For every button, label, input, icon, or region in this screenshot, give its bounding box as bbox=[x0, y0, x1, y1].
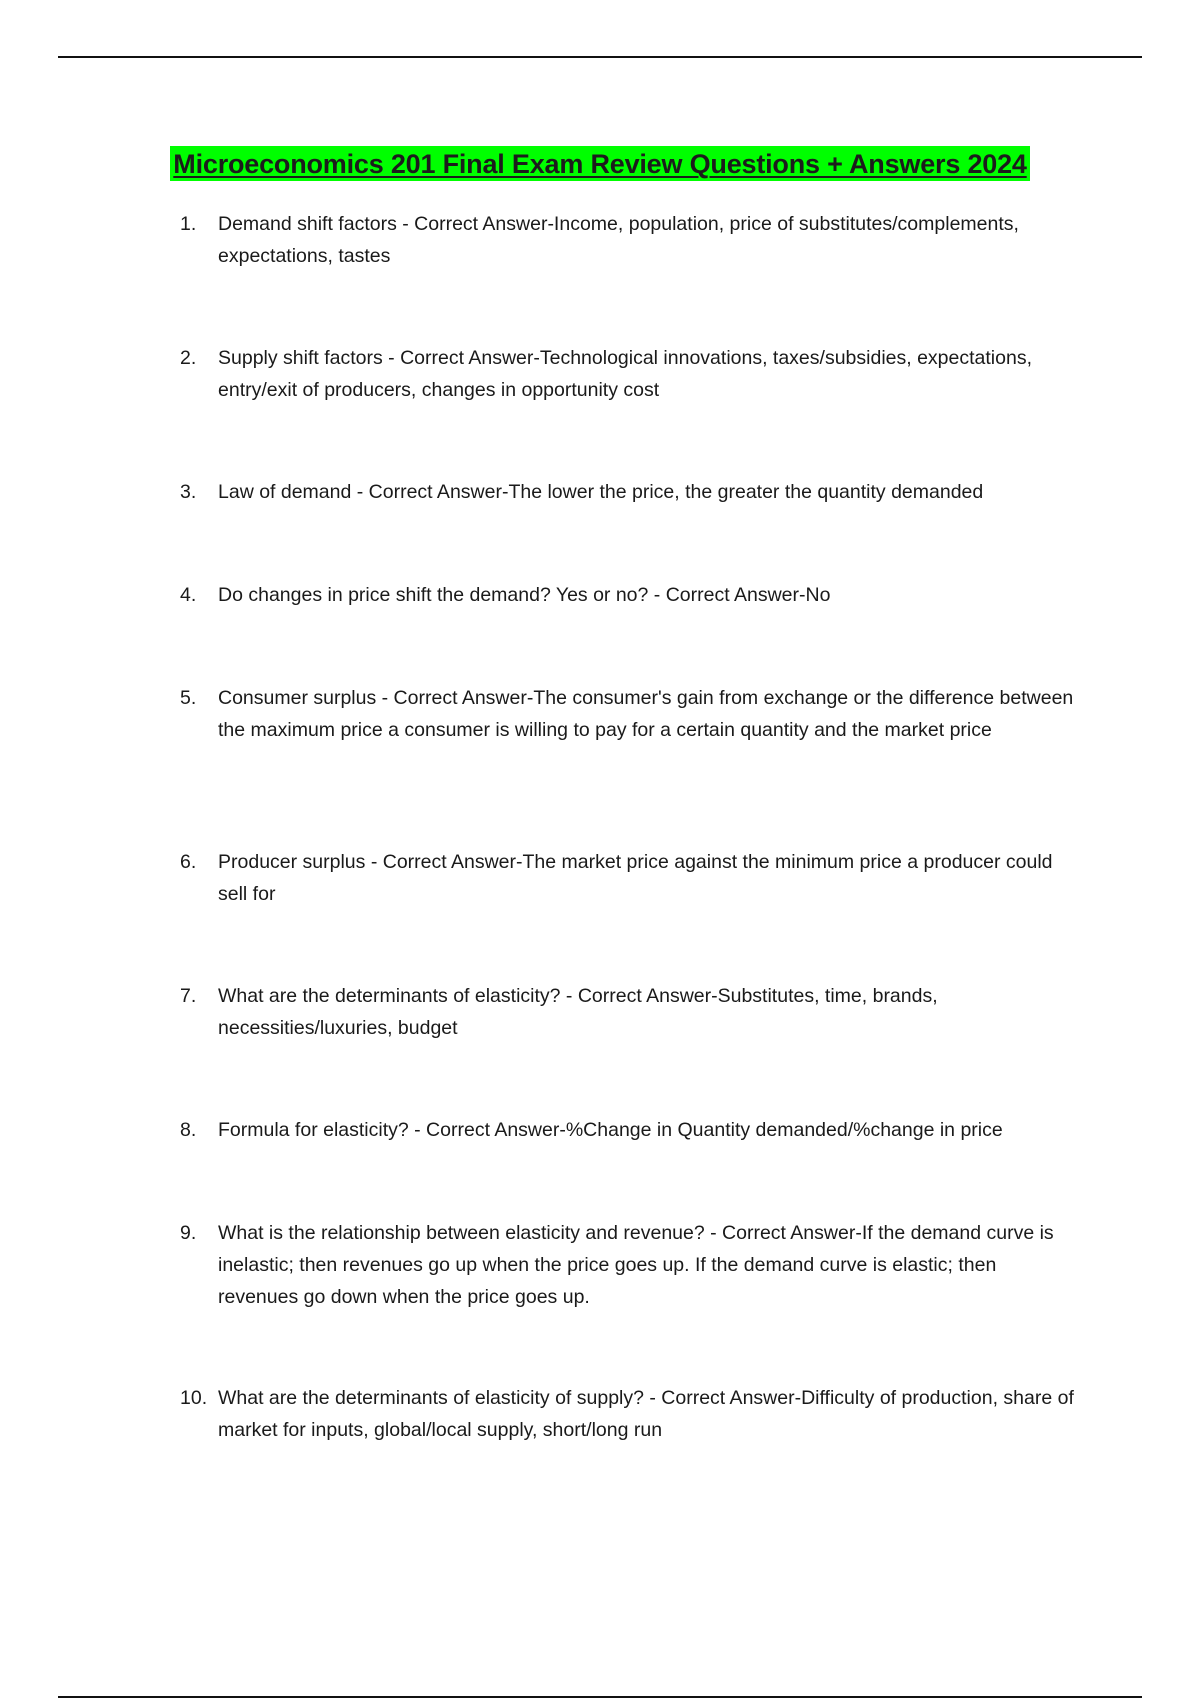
question-number: 3. bbox=[180, 481, 197, 503]
footer-rule bbox=[58, 1696, 1142, 1698]
question-text: What are the determinants of elasticity? - Correct Answer-Substitutes, time, brands, necessities/luxuries, budget bbox=[218, 985, 938, 1039]
header-rule bbox=[58, 56, 1142, 58]
question-number: 1. bbox=[180, 213, 197, 235]
question-text: Do changes in price shift the demand? Yes or no? - Correct Answer-No bbox=[218, 584, 831, 606]
question-number: 8. bbox=[180, 1119, 197, 1141]
question-text: Producer surplus - Correct Answer-The market price against the minimum price a producer could sell for bbox=[218, 851, 1053, 905]
question-number: 5. bbox=[180, 687, 197, 709]
question-text: Law of demand - Correct Answer-The lower the price, the greater the quantity demanded bbox=[218, 481, 984, 503]
question-number: 7. bbox=[180, 985, 197, 1007]
question-number: 10. bbox=[180, 1387, 208, 1409]
question-number: 4. bbox=[180, 584, 197, 606]
document-title: Microeconomics 201 Final Exam Review Questions + Answers 2024 bbox=[170, 146, 1029, 181]
question-text: Demand shift factors - Correct Answer-Income, population, price of substitutes/complements, expectations, tastes bbox=[218, 213, 1019, 267]
question-text: Consumer surplus - Correct Answer-The consumer's gain from exchange or the difference between the maximum price a consumer is willing to pay for a certain quantity and the market price bbox=[218, 687, 1074, 741]
question-text: What are the determinants of elasticity of supply? - Correct Answer-Difficulty of production, share of market for inputs, global/local supply, short/long run bbox=[218, 1387, 1074, 1441]
title-container bbox=[0, 146, 1200, 181]
question-text: Formula for elasticity? - Correct Answer-%Change in Quantity demanded/%change in price bbox=[218, 1119, 1003, 1141]
question-number: 9. bbox=[180, 1222, 197, 1244]
question-number: 6. bbox=[180, 851, 197, 873]
question-text: Supply shift factors - Correct Answer-Technological innovations, taxes/subsidies, expectations, entry/exit of producers, changes in opportunity cost bbox=[218, 347, 1032, 401]
question-number: 2. bbox=[180, 347, 197, 369]
question-text: What is the relationship between elasticity and revenue? - Correct Answer-If the demand curve is inelastic; then revenues go up when the price goes up. If the demand curve is elastic; then revenues go down when the price goes up. bbox=[218, 1222, 1054, 1308]
